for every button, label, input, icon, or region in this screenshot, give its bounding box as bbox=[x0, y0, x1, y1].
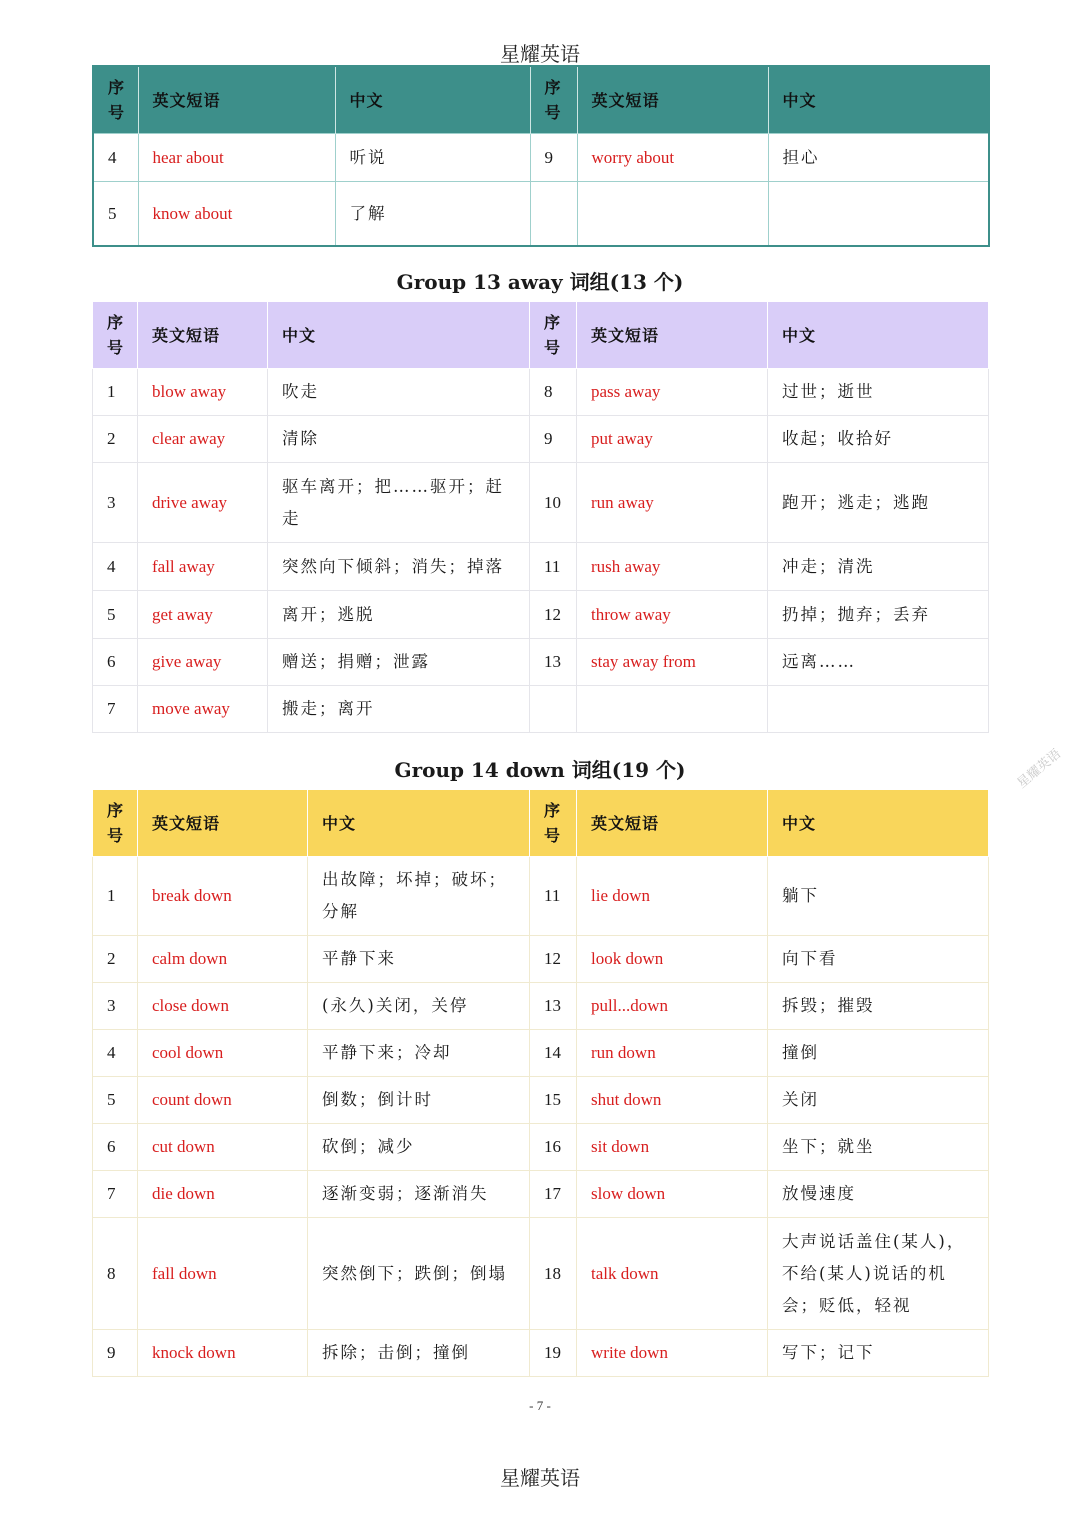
cell-phrase: calm down bbox=[138, 936, 308, 983]
cell-meaning: 向下看 bbox=[768, 936, 989, 983]
cell-meaning: 了解 bbox=[335, 182, 530, 247]
cell-phrase: blow away bbox=[138, 369, 268, 416]
table-row bbox=[93, 182, 989, 247]
cell-meaning bbox=[768, 686, 989, 733]
cell-no: 2 bbox=[93, 416, 138, 463]
cell-no: 5 bbox=[93, 1077, 138, 1124]
cell-no: 1 bbox=[93, 857, 138, 936]
cell-no: 18 bbox=[530, 1218, 577, 1330]
cell-no: 4 bbox=[93, 1030, 138, 1077]
cell-phrase: sit down bbox=[577, 1124, 768, 1171]
cell-meaning: 冲走；清洗 bbox=[768, 543, 989, 591]
cell-meaning: 清除 bbox=[268, 416, 530, 463]
cell-phrase: shut down bbox=[577, 1077, 768, 1124]
cell-meaning: (永久)关闭，关停 bbox=[308, 983, 530, 1030]
cell-no: 7 bbox=[93, 1171, 138, 1218]
cell-phrase: pull...down bbox=[577, 983, 768, 1030]
cell-no: 10 bbox=[530, 463, 577, 543]
cell-meaning: 出故障；坏掉；破坏；分解 bbox=[308, 857, 530, 936]
cell-no: 11 bbox=[530, 543, 577, 591]
cell-phrase: give away bbox=[138, 639, 268, 686]
cell-meaning: 赠送；捐赠；泄露 bbox=[268, 639, 530, 686]
col-header-no: 序号 bbox=[530, 302, 577, 369]
col-header-no: 序号 bbox=[93, 66, 138, 134]
cell-phrase: drive away bbox=[138, 463, 268, 543]
cell-no: 5 bbox=[93, 591, 138, 639]
cell-no: 3 bbox=[93, 983, 138, 1030]
col-header-phrase: 英文短语 bbox=[138, 66, 335, 134]
col-header-no: 序号 bbox=[530, 790, 577, 857]
cell-phrase: rush away bbox=[577, 543, 768, 591]
table-row bbox=[93, 1030, 989, 1077]
cell-meaning: 平静下来 bbox=[308, 936, 530, 983]
cell-meaning: 扔掉；抛弃；丢弃 bbox=[768, 591, 989, 639]
cell-meaning: 拆毁；摧毁 bbox=[768, 983, 989, 1030]
cell-phrase: close down bbox=[138, 983, 308, 1030]
table-row bbox=[93, 463, 989, 543]
cell-meaning: 倒数；倒计时 bbox=[308, 1077, 530, 1124]
cell-no bbox=[530, 686, 577, 733]
cell-phrase: cut down bbox=[138, 1124, 308, 1171]
table-row bbox=[93, 134, 989, 182]
cell-no: 8 bbox=[530, 369, 577, 416]
cell-phrase: run away bbox=[577, 463, 768, 543]
cell-no: 7 bbox=[93, 686, 138, 733]
cell-meaning: 突然倒下；跌倒；倒塌 bbox=[308, 1218, 530, 1330]
table-row bbox=[93, 1171, 989, 1218]
col-header-no: 序号 bbox=[530, 66, 577, 134]
cell-phrase: get away bbox=[138, 591, 268, 639]
cell-no bbox=[530, 182, 577, 247]
group14-table bbox=[92, 789, 989, 1377]
cell-phrase: die down bbox=[138, 1171, 308, 1218]
cell-no: 11 bbox=[530, 857, 577, 936]
group14-title: Group 14 down 词组(19 个) bbox=[394, 758, 686, 782]
cell-meaning: 吹走 bbox=[268, 369, 530, 416]
cell-phrase: move away bbox=[138, 686, 268, 733]
group13-title: Group 13 away 词组(13 个) bbox=[396, 270, 684, 294]
cell-phrase: clear away bbox=[138, 416, 268, 463]
table-row bbox=[93, 686, 989, 733]
cell-phrase: pass away bbox=[577, 369, 768, 416]
cell-phrase: know about bbox=[138, 182, 335, 247]
group13-table bbox=[92, 301, 989, 733]
cell-meaning: 远离…… bbox=[768, 639, 989, 686]
cell-no: 16 bbox=[530, 1124, 577, 1171]
cell-phrase: count down bbox=[138, 1077, 308, 1124]
table-row bbox=[93, 1330, 989, 1377]
cell-no: 9 bbox=[93, 1330, 138, 1377]
cell-meaning: 坐下；就坐 bbox=[768, 1124, 989, 1171]
cell-no: 14 bbox=[530, 1030, 577, 1077]
cell-no: 9 bbox=[530, 416, 577, 463]
table-header-row bbox=[93, 302, 989, 369]
col-header-no: 序号 bbox=[93, 790, 138, 857]
col-header-meaning: 中文 bbox=[768, 790, 989, 857]
cell-no: 13 bbox=[530, 639, 577, 686]
watermark: 星耀英语 bbox=[1014, 746, 1065, 792]
cell-no: 15 bbox=[530, 1077, 577, 1124]
cell-phrase: run down bbox=[577, 1030, 768, 1077]
cell-no: 8 bbox=[93, 1218, 138, 1330]
cell-phrase: hear about bbox=[138, 134, 335, 182]
page-header: 星耀英语 bbox=[500, 42, 580, 66]
cell-meaning: 搬走；离开 bbox=[268, 686, 530, 733]
cell-no: 17 bbox=[530, 1171, 577, 1218]
col-header-no: 序号 bbox=[93, 302, 138, 369]
cell-no: 12 bbox=[530, 591, 577, 639]
col-header-phrase: 英文短语 bbox=[577, 790, 768, 857]
cell-meaning: 拆除；击倒；撞倒 bbox=[308, 1330, 530, 1377]
cell-meaning: 写下；记下 bbox=[768, 1330, 989, 1377]
cell-phrase: fall away bbox=[138, 543, 268, 591]
table-row bbox=[93, 416, 989, 463]
cell-meaning: 离开；逃脱 bbox=[268, 591, 530, 639]
cell-phrase: knock down bbox=[138, 1330, 308, 1377]
cell-no: 2 bbox=[93, 936, 138, 983]
col-header-phrase: 英文短语 bbox=[138, 302, 268, 369]
cell-no: 6 bbox=[93, 639, 138, 686]
table-row bbox=[93, 1124, 989, 1171]
table-header-row bbox=[93, 790, 989, 857]
col-header-meaning: 中文 bbox=[308, 790, 530, 857]
cell-phrase: look down bbox=[577, 936, 768, 983]
cell-phrase bbox=[577, 182, 768, 247]
table-row bbox=[93, 543, 989, 591]
cell-phrase: break down bbox=[138, 857, 308, 936]
col-header-phrase: 英文短语 bbox=[577, 66, 768, 134]
cell-no: 5 bbox=[93, 182, 138, 247]
cell-meaning: 跑开；逃走；逃跑 bbox=[768, 463, 989, 543]
group12-table bbox=[92, 65, 990, 247]
table-row bbox=[93, 936, 989, 983]
cell-phrase: throw away bbox=[577, 591, 768, 639]
cell-phrase: slow down bbox=[577, 1171, 768, 1218]
cell-meaning: 躺下 bbox=[768, 857, 989, 936]
cell-no: 9 bbox=[530, 134, 577, 182]
table-row bbox=[93, 1077, 989, 1124]
cell-meaning: 放慢速度 bbox=[768, 1171, 989, 1218]
cell-no: 1 bbox=[93, 369, 138, 416]
cell-meaning: 关闭 bbox=[768, 1077, 989, 1124]
cell-phrase: stay away from bbox=[577, 639, 768, 686]
cell-meaning: 听说 bbox=[335, 134, 530, 182]
table-row bbox=[93, 1218, 989, 1330]
col-header-phrase: 英文短语 bbox=[138, 790, 308, 857]
cell-phrase: lie down bbox=[577, 857, 768, 936]
page-number: - 7 - bbox=[529, 1398, 551, 1413]
cell-phrase: cool down bbox=[138, 1030, 308, 1077]
col-header-phrase: 英文短语 bbox=[577, 302, 768, 369]
table-row bbox=[93, 983, 989, 1030]
cell-phrase: put away bbox=[577, 416, 768, 463]
cell-phrase bbox=[577, 686, 768, 733]
cell-no: 12 bbox=[530, 936, 577, 983]
cell-no: 4 bbox=[93, 134, 138, 182]
cell-meaning: 砍倒；减少 bbox=[308, 1124, 530, 1171]
cell-meaning: 逐渐变弱；逐渐消失 bbox=[308, 1171, 530, 1218]
cell-phrase: worry about bbox=[577, 134, 768, 182]
cell-meaning: 驱车离开；把……驱开；赶走 bbox=[268, 463, 530, 543]
cell-meaning: 过世；逝世 bbox=[768, 369, 989, 416]
cell-meaning: 担心 bbox=[768, 134, 989, 182]
cell-meaning: 撞倒 bbox=[768, 1030, 989, 1077]
col-header-meaning: 中文 bbox=[335, 66, 530, 134]
cell-meaning: 收起；收拾好 bbox=[768, 416, 989, 463]
table-row bbox=[93, 591, 989, 639]
col-header-meaning: 中文 bbox=[768, 302, 989, 369]
cell-phrase: fall down bbox=[138, 1218, 308, 1330]
cell-meaning: 大声说话盖住(某人)，不给(某人)说话的机会；贬低，轻视 bbox=[768, 1218, 989, 1330]
table-row bbox=[93, 639, 989, 686]
table-row bbox=[93, 857, 989, 936]
col-header-meaning: 中文 bbox=[768, 66, 989, 134]
cell-meaning: 平静下来；冷却 bbox=[308, 1030, 530, 1077]
page-footer: 星耀英语 bbox=[500, 1466, 580, 1490]
table-header-row bbox=[93, 66, 989, 134]
cell-no: 13 bbox=[530, 983, 577, 1030]
cell-meaning bbox=[768, 182, 989, 247]
cell-no: 4 bbox=[93, 543, 138, 591]
cell-meaning: 突然向下倾斜；消失；掉落 bbox=[268, 543, 530, 591]
cell-phrase: talk down bbox=[577, 1218, 768, 1330]
cell-no: 3 bbox=[93, 463, 138, 543]
cell-no: 19 bbox=[530, 1330, 577, 1377]
cell-no: 6 bbox=[93, 1124, 138, 1171]
table-row bbox=[93, 369, 989, 416]
col-header-meaning: 中文 bbox=[268, 302, 530, 369]
cell-phrase: write down bbox=[577, 1330, 768, 1377]
